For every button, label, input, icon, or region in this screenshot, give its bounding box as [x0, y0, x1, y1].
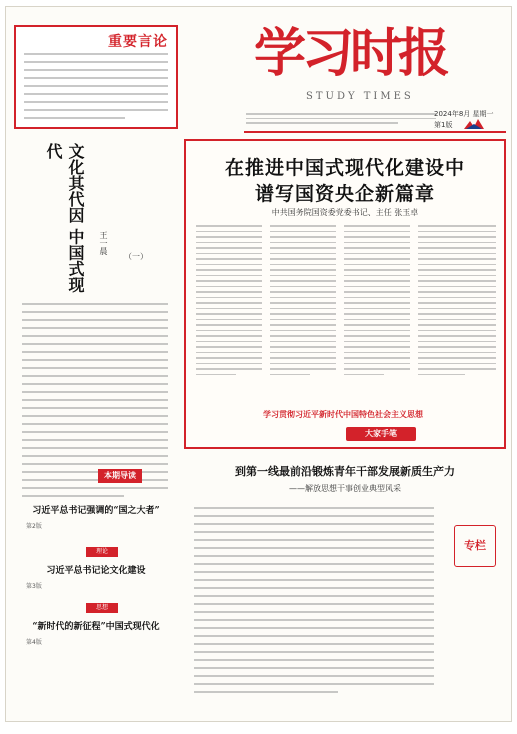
lead-byline: 中共国务院国资委党委书记、主任 张玉卓 [271, 208, 419, 217]
sidebar-item-title: 习近平总书记强调的“国之大者” [32, 506, 160, 516]
lead-quote: 学习贯彻习近平新时代中国特色社会主义思想 [263, 410, 423, 419]
lead-headline-2: 谱写国资央企新篇章 [254, 183, 435, 205]
bottom-article[interactable] [184, 455, 506, 719]
important-remarks-title: 重要言论 [108, 34, 168, 50]
masthead-rule [244, 131, 506, 133]
important-remarks-text [24, 53, 168, 125]
issue-date: 2024年8月 星期一 [434, 110, 494, 118]
lead-column-1 [196, 225, 262, 401]
sidebar-item-tag: 思想 [86, 603, 118, 613]
masthead-logo: 学习时报 [254, 23, 447, 84]
sidebar-item-page: 第3版 [26, 583, 42, 590]
lead-column-2 [270, 225, 336, 401]
newspaper-page [5, 6, 512, 722]
bottom-article-tag: 专栏 [454, 525, 496, 567]
lead-headline-1: 在推进中国式现代化建设中 [224, 157, 465, 179]
important-remarks-box[interactable] [14, 25, 178, 129]
sidebar-item-tag: 理论 [86, 547, 118, 557]
left-article-title: 文化其代因 中国式现代 [44, 143, 85, 293]
sidebar-item-title: 习近平总书记论文化建设 [46, 566, 146, 576]
sidebar-item-title: “新时代的新征程”中国式现代化 [32, 622, 160, 632]
party-emblem-icon [462, 117, 486, 131]
masthead-logo-english: STUDY TIMES [306, 91, 414, 102]
left-article-section: （一） [124, 252, 148, 261]
sidebar-header: 本期导读 [98, 469, 142, 483]
sidebar-guide [14, 463, 176, 719]
sidebar-item-page: 第2版 [26, 523, 42, 530]
bottom-article-headline: 到第一线最前沿锻炼青年干部发展新质生产力 [235, 465, 455, 478]
sidebar-item-page: 第4版 [26, 639, 42, 646]
lead-column-3 [344, 225, 410, 401]
lead-article[interactable] [184, 139, 506, 449]
masthead [6, 7, 511, 139]
lead-column-4 [418, 225, 496, 401]
masthead-info [246, 113, 436, 127]
issue-page: 第1版 [434, 121, 453, 129]
bottom-article-subtitle: ——解放思想干事创业典型风采 [289, 484, 401, 493]
left-article-author: 王一晨 [99, 231, 108, 255]
bottom-article-body [194, 507, 434, 699]
lead-quote-tag: 大家手笔 [346, 427, 416, 441]
